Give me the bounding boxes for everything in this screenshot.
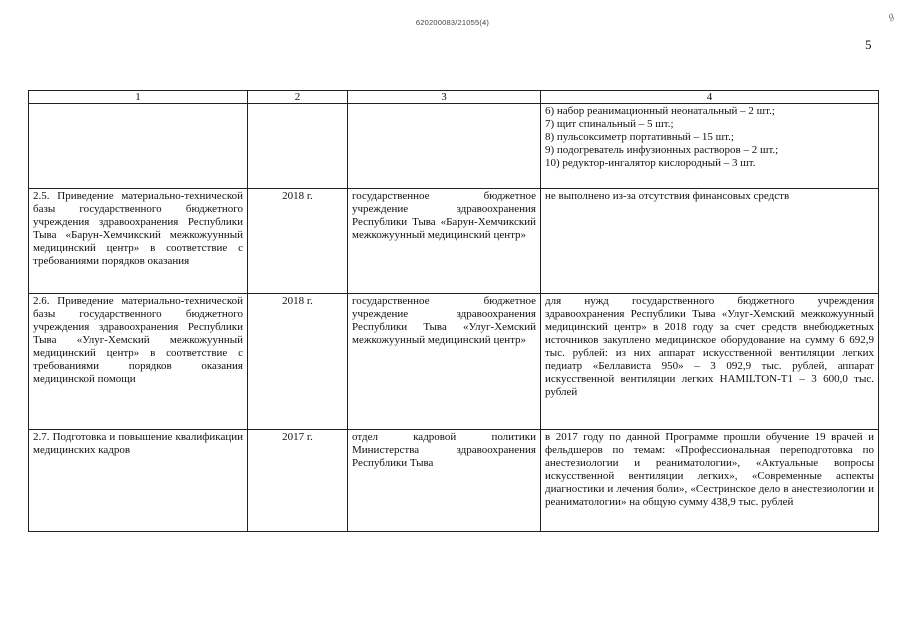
task-cell: 2.5. Приведение материально-технической базы государственного бюджетного учреждения здравоохранения Республики Тыва «Барун-Хемчикский межкожуунный медицинский центр» в соответствие с требованиями порядков оказания [29, 189, 248, 294]
column-number-3: 3 [348, 91, 541, 104]
table-row [29, 430, 879, 532]
corner-mark: ℊ [884, 9, 898, 23]
list-item: 10) редуктор-ингалятор кислородный – 3 шт. [545, 157, 756, 169]
year-cell: 2018 г. [248, 189, 348, 294]
executor-cell: государственное бюджетное учреждение здравоохранения Республики Тыва «Барун-Хемчикский межкожуунный медицинский центр» [348, 189, 541, 294]
year-cell: 2017 г. [248, 430, 348, 532]
result-cell: не выполнено из-за отсутствия финансовых средств [541, 189, 879, 294]
equipment-list [541, 104, 879, 189]
list-item: 7) щит спинальный – 5 шт.; [545, 118, 674, 130]
year-cell: 2018 г. [248, 294, 348, 430]
column-number-2: 2 [248, 91, 348, 104]
empty-cell [248, 104, 348, 189]
list-item: 8) пульсоксиметр портативный – 15 шт.; [545, 131, 734, 143]
task-cell: 2.6. Приведение материально-технической базы государственного бюджетного учреждения здравоохранения Республики Тыва «Улуг-Хемский межкожуунный медицинский центр» в соответствие с требованиями порядков оказания медицинской помощи [29, 294, 248, 430]
result-cell: в 2017 году по данной Программе прошли обучение 19 врачей и фельдшеров по темам: «Профессиональная переподготовка по анестезиологии и реаниматологии», «Актуальные вопросы искусственной вентиляции легких», «Современные аспекты диагностики и лечения боли», «Сестринское дело в анестезиологии и реаниматологии» на общую сумму 438,9 тыс. рублей [541, 430, 879, 532]
table-row [29, 294, 879, 430]
column-number-1: 1 [29, 91, 248, 104]
list-item: 6) набор реанимационный неонатальный – 2 шт.; [545, 105, 775, 117]
document-id: 620200083/21055(4) [415, 18, 490, 27]
report-table [28, 90, 879, 532]
empty-cell [348, 104, 541, 189]
executor-cell: государственное бюджетное учреждение здравоохранения Республики Тыва «Улуг-Хемский межкожуунный медицинский центр» [348, 294, 541, 430]
column-number-4: 4 [541, 91, 879, 104]
page-number: 5 [865, 37, 872, 52]
table-row [29, 189, 879, 294]
empty-cell [29, 104, 248, 189]
table-header-row [29, 91, 879, 104]
list-item: 9) подогреватель инфузионных растворов – 2 шт.; [545, 144, 779, 156]
result-cell: для нужд государственного бюджетного учреждения здравоохранения Республики Тыва «Улуг-Хемский межкожуунный медицинский центр» в 2018 году за счет средств внебюджетных источников закуплено медицинское оборудование на сумму 6 692,9 тыс. рублей: из них аппарат искусственной вентиляции легких педиатр «Беллависта 950» – 3 092,9 тыс. рублей, аппарат искусственной вентиляции легких HAMILTON-T1 – 3 600,0 тыс. рублей [541, 294, 879, 430]
table-row-continuation [29, 104, 879, 189]
task-cell: 2.7. Подготовка и повышение квалификации медицинских кадров [29, 430, 248, 532]
executor-cell: отдел кадровой политики Министерства здравоохранения Республики Тыва [348, 430, 541, 532]
